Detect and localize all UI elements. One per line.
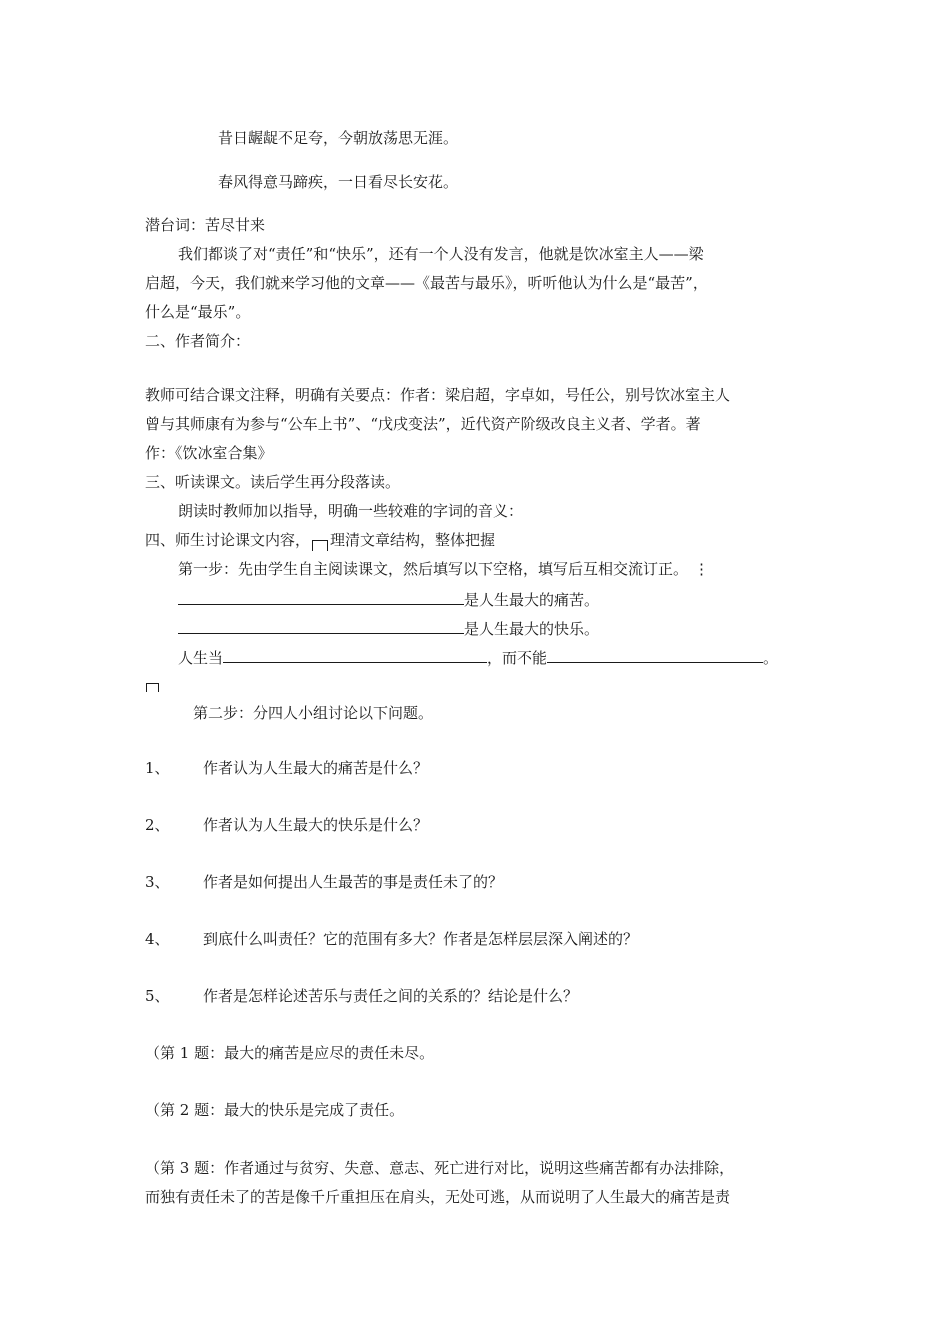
blank-field-3[interactable] [223,646,487,663]
author-intro-line-1: 教师可结合课文注释，明确有关要点：作者：梁启超，字卓如，号任公，别号饮冰室主人 [145,386,731,404]
question-text: 作者认为人生最大的快乐是什么？ [203,816,429,834]
subtext-label: 潜台词：苦尽甘来 [145,216,266,234]
section-4-heading-b: 理清文章结构，整体把握 [330,531,496,549]
answer-3-line-2: 而独有责任未了的苦是像千斤重担压在肩头，无处可逃，从而说明了人生最大的痛苦是责 [145,1188,731,1206]
poem-line-2: 春风得意马蹄疾，一日看尽长安花。 [218,173,459,191]
question-item-5 [145,986,578,1006]
question-text: 作者是怎样论述苦乐与责任之间的关系的？结论是什么？ [203,987,579,1005]
step-1-label: 第一步：先由学生自主阅读课文，然后填写以下空格，填写后互相交流订正。 [178,560,689,578]
step-1-mark: ⋮ [694,560,710,578]
question-item-2 [145,815,428,835]
answer-1: （第 1 题：最大的痛苦是应尽的责任未尽。 [145,1044,435,1062]
question-number: 4、 [145,930,170,948]
question-item-3 [145,872,503,892]
section-3-heading: 三、听读课文。读后学生再分段落读。 [145,473,401,491]
author-intro-line-3: 作：《饮冰室合集》 [145,444,273,462]
section-3-body: 朗读时教师加以指导，明确一些较难的字词的音义： [178,502,524,520]
question-number: 3、 [145,873,170,891]
fill-blank-line-1 [178,588,599,610]
question-number: 1、 [145,759,170,777]
blank-field-1[interactable] [178,588,464,605]
fill-3-end: 。 [763,649,779,667]
question-number: 5、 [145,987,170,1005]
fill-blank-line-3 [178,646,778,668]
author-intro-line-2: 曾与其师康有为参与“公车上书”、“戊戌变法”，近代资产阶级改良主义者、学者。著 [145,415,701,433]
fill-3-start: 人生当 [178,649,224,667]
corner-mark-icon [146,683,159,692]
step-1-text [178,559,709,579]
question-number: 2、 [145,816,170,834]
answer-2: （第 2 题：最大的快乐是完成了责任。 [145,1101,405,1119]
fill-1-tail: 是人生最大的痛苦。 [464,591,600,609]
section-2-heading: 二、作者简介： [145,332,251,350]
intro-paragraph-line-3: 什么是“最乐”。 [145,303,251,321]
step-2-text: 第二步：分四人小组讨论以下问题。 [193,704,434,722]
fill-2-tail: 是人生最大的快乐。 [464,620,600,638]
fill-blank-line-2 [178,617,599,639]
question-text: 到底什么叫责任？它的范围有多大？作者是怎样层层深入阐述的？ [203,930,639,948]
poem-line-1: 昔日龌龊不足夸，今朝放荡思无涯。 [218,129,459,147]
intro-paragraph-line-2: 启超，今天，我们就来学习他的文章——《最苦与最乐》，听听他认为什么是“最苦”， [145,274,708,292]
blank-field-4[interactable] [547,646,763,663]
section-4-heading [145,530,495,550]
question-text: 作者认为人生最大的痛苦是什么？ [203,759,429,777]
blank-field-2[interactable] [178,617,464,634]
section-4-heading-a: 四、师生讨论课文内容， [145,531,311,549]
question-text: 作者是如何提出人生最苦的事是责任未了的？ [203,873,504,891]
question-item-1 [145,758,428,778]
bracket-mark-icon [312,540,328,551]
intro-paragraph-line-1: 我们都谈了对“责任”和“快乐”，还有一个人没有发言，他就是饮冰室主人——梁 [178,245,704,263]
answer-3-line-1: （第 3 题：作者通过与贫穷、失意、意志、死亡进行对比，说明这些痛苦都有办法排除， [145,1159,735,1177]
fill-3-middle: ，而不能 [487,649,548,667]
question-item-4 [145,929,638,949]
